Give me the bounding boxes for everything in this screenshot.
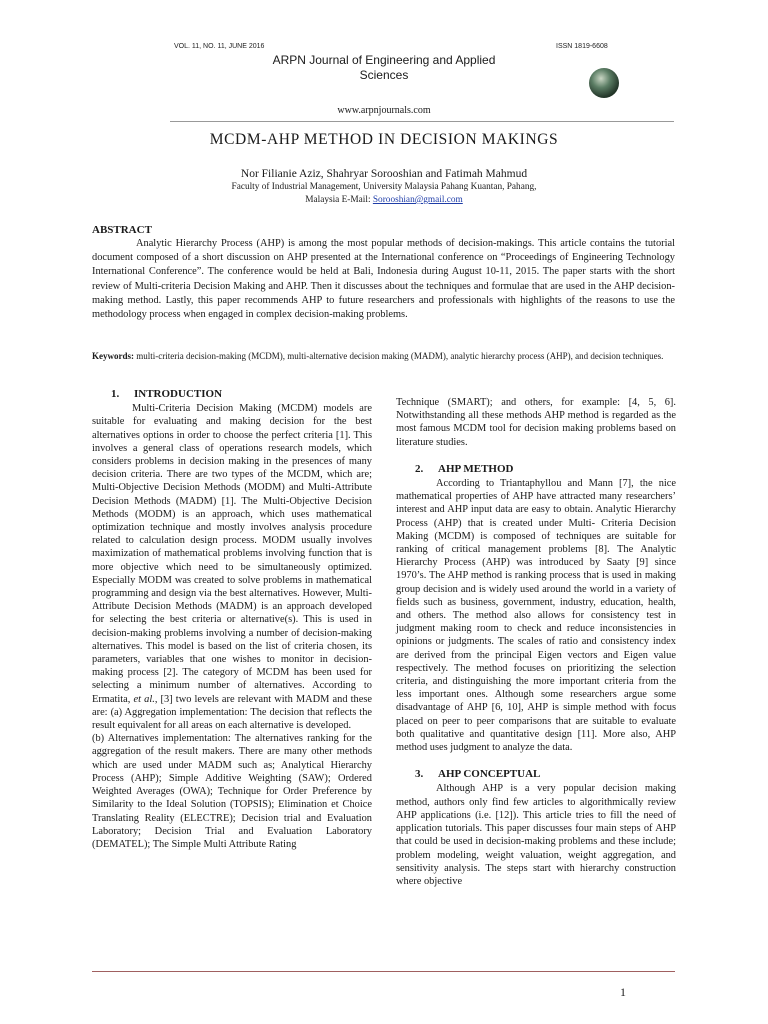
affiliation-line2 [0, 194, 768, 207]
paper-affiliation [0, 181, 768, 207]
volume-info: VOL. 11, NO. 11, JUNE 2016 [174, 43, 265, 50]
journal-name-line1: ARPN Journal of Engineering and Applied [272, 53, 496, 67]
ahp-conceptual-heading: 3. AHP CONCEPTUAL [415, 768, 541, 781]
abstract-body [92, 237, 675, 322]
abstract-text: Analytic Hierarchy Process (AHP) is among the most popular methods of decision-makings. This article contains the tutorial document composed of a short discussion on AHP presented at the International conference on “Proceedings of Engineering Technology International Conference”. The conference would be held at Bali, Indonesia during August 10-11, 2015. The paper starts with the short review of Multi-criteria Decision Making and AHP. Then it discusses about the techniques and formulae that are used in the AHP decision-making method. Lastly, this paper recommends AHP to future researchers and professionals with highlights of the reasons to use the methodology process when engaged in complex decision-making problems. [92, 238, 675, 321]
journal-name-line2: Sciences [359, 68, 409, 82]
intro-paragraph-2: (b) Alternatives implementation: The alternatives ranking for the aggregation of the result makers. There are many other methods which are used under MADM such as; Analytical Hierarchy Process (AHP); Simple Additive Weighting (SAW); Ordered Weighted Averages (OWA); Technique for Order Preference by Similarity to the Ideal Solution (TOPSIS); Elimination et Choice Translating Reality (ELECTRE); Decision trial and Evaluation Laboratory; Decision Trial and Evaluation Laboratory (DEMATEL); The Simple Multi Attribute Rating [92, 733, 372, 850]
affiliation-line1: Faculty of Industrial Management, University Malaysia Pahang Kuantan, Pahang, [231, 182, 537, 192]
ahp-method-paragraph: According to Triantaphyllou and Mann [7], the nice mathematical properties of AHP have attracted many researchers’ interest and AHP input data are easy to obtain. Analytic Hierarchy Process (AHP) that is created under Multi- Criteria Decision Making (MCDM) is composed of techniques are suitable for ranking of critical management problems [8]. The Analytic Hierarchy Process (AHP) was introduced by Saaty [9] since 1970’s. The AHP method is ranking process that is used in making group decision and is widely used around the world in a variety of fields such as business, government, industry, education, health, and others. The method also allows for consistency test in judgment making room to check and reduce inconsistencies in opinions or judgments. The scales of ratio and consistency index are derived from the principal Eigen vectors and Eigen value respectively. The method focuses on prioritizing the selection criteria, and distinguishing the more important criteria from the less important ones. Although some researchers argue some disadvantage of AHP [6, 10], AHP is simple method with focus placed on peer to peer comparisons that are suitable to evaluate both qualitative and quantitative design [11]. More also, AHP method uses judgment to analyze the data. [396, 478, 676, 754]
intro-paragraph-2-continued: Technique (SMART); and others, for example: [4, 5, 6]. Notwithstanding all these methods AHP method is regarded as the most famous MCDM tool for decision making problems based on literature studies. [396, 397, 676, 448]
issn-info: ISSN 1819-6608 [556, 43, 608, 50]
journal-logo-icon [589, 68, 619, 98]
header-divider [170, 121, 674, 122]
intro-paragraph-1: Multi-Criteria Decision Making (MCDM) models are suitable for evaluating and making decision for the best alternatives options in order to choose the perfect criteria [1]. This involves a general class of operations research models, which considers problems in decision making in the presences of many decision criteria. There are two types of the MCDM, which are; Multi-Objective Decision Methods (MODM) and Multi-Attribute Decision Methods (MADM) [1]. The Multi-Objective Decision Methods (MODM) is an approach, which uses mathematical optimization technique and mostly involves analysis procedure related to calculation design process. MODM usually involves maximization of mathematical problems involving function that is more objective which need to be simultaneously optimized. Especially MODM was created to solve problems in mathematical programming and design via the best alternatives. However, Multi-Attribute Decision Methods (MADM) is an approach developed for selecting the best criteria or alternative(s). This is used in decision-making problems involving a number of decision-making alternatives. This model is based on the list of criteria chosen, its parameters, variables that one wishes to monitor in decision-making process [2]. The category of MCDM has been used for selecting a minimum number of alternatives. According to Ermatita, et al., [3] two levels are relevant with MADM and these are: (a) Aggregation implementation: The decision that reflects the result equivalent for all areas on each alternative is developed. [92, 403, 372, 732]
left-column [92, 388, 372, 851]
keywords-text: multi-criteria decision-making (MCDM), multi-alternative decision making (MADM), analytic hierarchy process (AHP), and decision techniques. [136, 351, 664, 361]
ahp-conceptual-paragraph: Although AHP is a very popular decision making method, authors only find few articles to algorithmically review AHP applications (i.e. [12]). This article tries to fill the need of application tutorials. This paper discusses four main steps of AHP that could be used in decision-making problems and these include; problem modeling, weight valuation, weight aggregation, and sensitivity analysis. The steps start with hierarchy construction where objective [396, 783, 676, 887]
email-prefix: Malaysia E-Mail: [305, 195, 373, 205]
paper-authors: Nor Filianie Aziz, Shahryar Sorooshian and Fatimah Mahmud [240, 168, 528, 180]
footer-divider [92, 971, 675, 972]
paper-title: MCDM-AHP METHOD IN DECISION MAKINGS [209, 131, 559, 148]
journal-website[interactable]: www.arpnjournals.com [337, 105, 431, 116]
keywords-label: Keywords: [92, 351, 134, 361]
page-number: 1 [620, 985, 626, 999]
author-email-link[interactable]: Sorooshian@gmail.com [372, 195, 463, 205]
intro-heading: 1. INTRODUCTION [111, 388, 223, 400]
keywords [92, 349, 675, 363]
journal-name [254, 53, 514, 83]
right-column [396, 396, 676, 888]
ahp-method-heading: 2. AHP METHOD [415, 462, 514, 475]
abstract-heading: ABSTRACT [92, 224, 152, 236]
intro-etal: et al. [133, 693, 155, 705]
